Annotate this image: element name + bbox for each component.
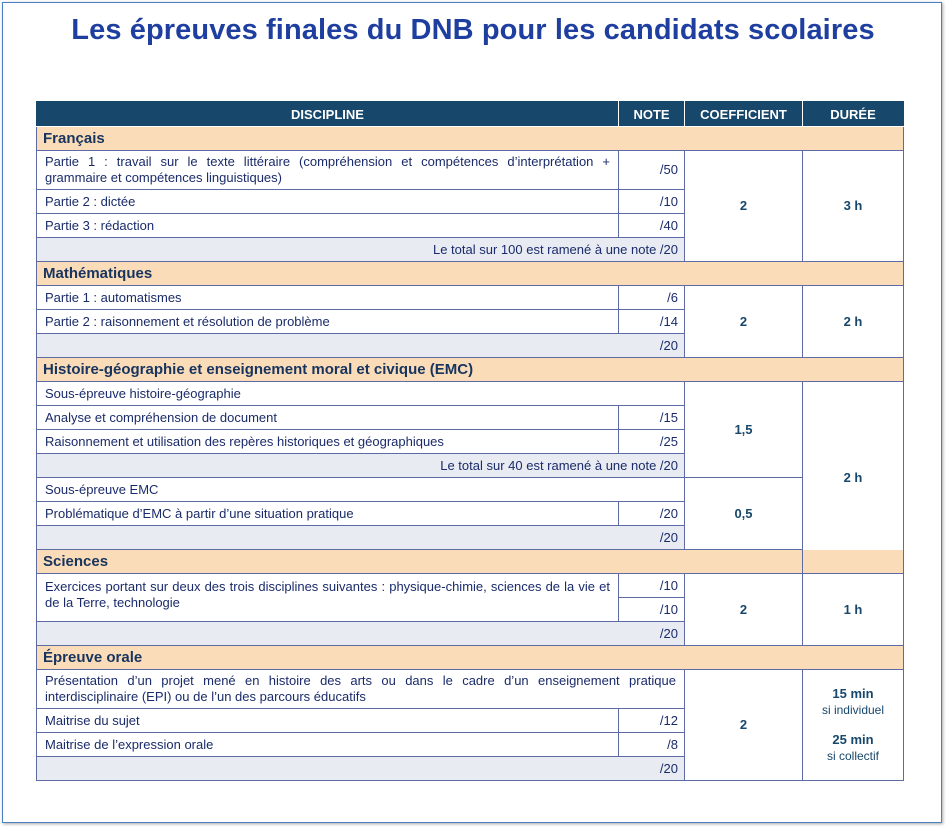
- collectif-label: si collectif: [826, 749, 879, 763]
- exam-table: [36, 101, 904, 781]
- duree-cell: 2 h: [803, 382, 904, 574]
- row-note: /14: [619, 310, 685, 334]
- row-text: Analyse et compréhension de document: [37, 406, 619, 430]
- row-text: Présentation d’un projet mené en histoire des arts ou dans le cadre d’un enseignement pratique interdisciplinaire (EPI) ou de l’un des parcours éducatifs: [37, 670, 685, 709]
- row-note: /10: [619, 574, 685, 598]
- row-note: /20: [619, 502, 685, 526]
- subtotal-text: Le total sur 100 est ramené à une note /20: [37, 238, 685, 262]
- header-duree: DURÉE: [803, 102, 904, 127]
- coefficient-cell: 2: [685, 286, 803, 358]
- row-text: Exercices portant sur deux des trois disciplines suivantes : physique-chimie, sciences de la vie et de la Terre, technologie: [37, 574, 619, 622]
- subtotal-text: /20: [37, 334, 685, 358]
- header-coefficient: COEFFICIENT: [685, 102, 803, 127]
- table-row: [37, 478, 904, 502]
- section-sciences: [37, 550, 904, 574]
- section-label: Histoire-géographie et enseignement moral et civique (EMC): [37, 358, 904, 382]
- row-note: /25: [619, 430, 685, 454]
- section-label: Français: [37, 127, 904, 151]
- subtotal-text: /20: [37, 622, 685, 646]
- row-text: Maitrise de l’expression orale: [37, 733, 619, 757]
- individuel-label: si individuel: [821, 703, 885, 717]
- row-note: /10: [619, 190, 685, 214]
- table-row: [37, 670, 904, 709]
- header-note: NOTE: [619, 102, 685, 127]
- table-row: [37, 151, 904, 190]
- coefficient-cell: 0,5: [685, 478, 803, 550]
- subtotal-text: /20: [37, 526, 685, 550]
- table-row: [37, 574, 904, 598]
- page-title: Les épreuves finales du DNB pour les candidats scolaires: [71, 14, 875, 46]
- subtotal-text: Le total sur 40 est ramené à une note /20: [37, 454, 685, 478]
- coefficient-cell: 2: [685, 670, 803, 781]
- table-row: [37, 382, 904, 406]
- table-header: [37, 102, 904, 127]
- coefficient-cell: 2: [685, 574, 803, 646]
- row-text: Partie 2 : dictée: [37, 190, 619, 214]
- row-note: /10: [619, 598, 685, 622]
- duree-collectif: 25 min: [832, 732, 874, 747]
- row-note: /12: [619, 709, 685, 733]
- row-text: Problématique d’EMC à partir d’une situation pratique: [37, 502, 619, 526]
- row-note: /8: [619, 733, 685, 757]
- coefficient-cell: 1,5: [685, 382, 803, 478]
- row-text: Partie 1 : automatismes: [37, 286, 619, 310]
- row-note: /50: [619, 151, 685, 190]
- row-text: Partie 1 : travail sur le texte littéraire (compréhension et compétences d’interprétation + grammaire et compétences linguistiques): [37, 151, 619, 190]
- row-text: Maitrise du sujet: [37, 709, 619, 733]
- subtotal-text: /20: [37, 757, 685, 781]
- section-label: Sciences: [37, 550, 904, 574]
- section-oral: [37, 646, 904, 670]
- duree-individuel: 15 min: [832, 686, 874, 701]
- coefficient-cell: 2: [685, 151, 803, 262]
- section-histoire: [37, 358, 904, 382]
- section-maths: [37, 262, 904, 286]
- row-text: Raisonnement et utilisation des repères historiques et géographiques: [37, 430, 619, 454]
- duree-cell: 2 h: [803, 286, 904, 358]
- row-text: Partie 2 : raisonnement et résolution de problème: [37, 310, 619, 334]
- section-label: Épreuve orale: [37, 646, 904, 670]
- section-francais: [37, 127, 904, 151]
- duree-cell: 3 h: [803, 151, 904, 262]
- row-note: /15: [619, 406, 685, 430]
- row-note: /40: [619, 214, 685, 238]
- sub-epreuve-title: Sous-épreuve EMC: [37, 478, 685, 502]
- sub-epreuve-title: Sous-épreuve histoire-géographie: [37, 382, 685, 406]
- row-note: /6: [619, 286, 685, 310]
- row-text: Partie 3 : rédaction: [37, 214, 619, 238]
- header-discipline: DISCIPLINE: [37, 102, 619, 127]
- section-label: Mathématiques: [37, 262, 904, 286]
- table-row: [37, 286, 904, 310]
- duree-cell: [803, 670, 904, 781]
- duree-cell: 1 h: [803, 574, 904, 646]
